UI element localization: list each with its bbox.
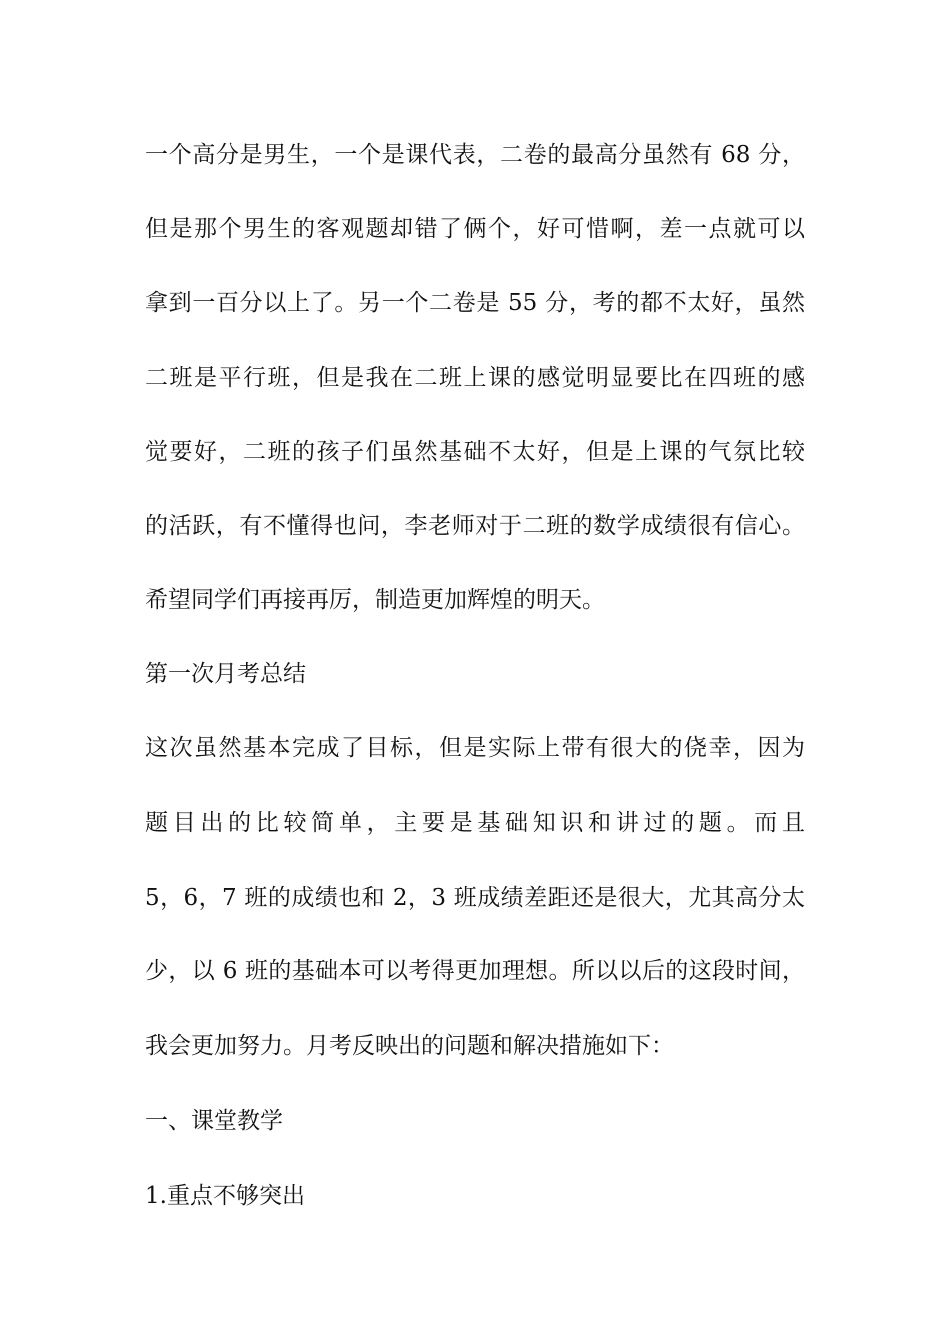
- paragraph-line: 少，以 6 班的基础本可以考得更加理想。所以以后的这段时间，: [145, 958, 805, 984]
- subheading: 一、课堂教学: [145, 1108, 283, 1134]
- paragraph-line: 5，6，7 班的成绩也和 2，3 班成绩差距还是很大，尤其高分太: [145, 885, 805, 911]
- list-item: 1.重点不够突出: [145, 1183, 305, 1209]
- paragraph-line: 一个高分是男生，一个是课代表，二卷的最高分虽然有 68 分，: [145, 142, 805, 168]
- paragraph-line: 的活跃，有不懂得也问，李老师对于二班的数学成绩很有信心。: [145, 513, 805, 539]
- paragraph-line: 二班是平行班，但是我在二班上课的感觉明显要比在四班的感: [145, 365, 805, 391]
- paragraph-line: 这次虽然基本完成了目标，但是实际上带有很大的侥幸，因为: [145, 735, 805, 761]
- paragraph-line: 拿到一百分以上了。另一个二卷是 55 分，考的都不太好，虽然: [145, 290, 805, 316]
- paragraph-line: 但是那个男生的客观题却错了俩个，好可惜啊，差一点就可以: [145, 216, 805, 242]
- section-heading: 第一次月考总结: [145, 661, 306, 687]
- paragraph-line: 题目出的比较简单，主要是基础知识和讲过的题。而且: [145, 810, 805, 836]
- paragraph-line: 觉要好，二班的孩子们虽然基础不太好，但是上课的气氛比较: [145, 439, 805, 465]
- paragraph-line: 我会更加努力。月考反映出的问题和解决措施如下：: [145, 1033, 674, 1059]
- paragraph-line: 希望同学们再接再厉，制造更加辉煌的明天。: [145, 587, 605, 613]
